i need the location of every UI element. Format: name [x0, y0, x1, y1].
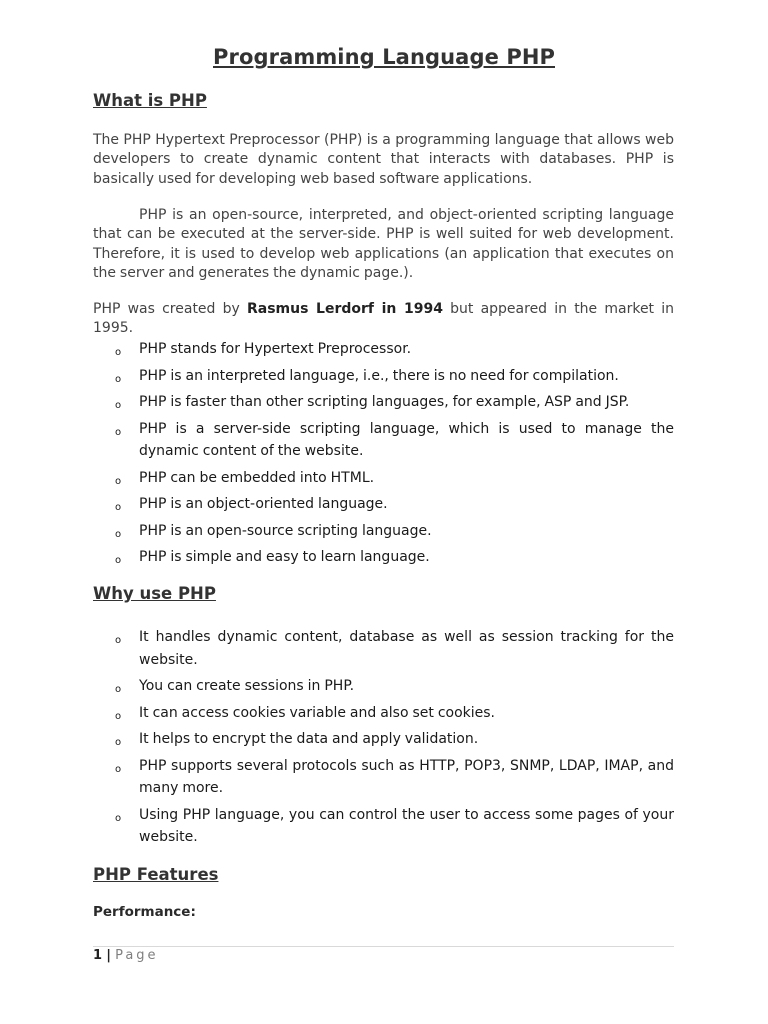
bullet-marker: o — [115, 710, 122, 722]
why-use-php-list — [93, 626, 674, 853]
list-item — [93, 546, 674, 569]
list-item — [93, 728, 674, 751]
page-footer — [93, 948, 159, 963]
list-item-text: PHP is faster than other scripting languages, for example, ASP and JSP. — [139, 394, 630, 410]
paragraph-intro: The PHP Hypertext Preprocessor (PHP) is a programming language that allows web developers to create dynamic content that interacts with databases. PHP is basically used for developing web based software applications. — [93, 132, 674, 187]
list-item-text: It can access cookies variable and also set cookies. — [139, 704, 496, 721]
bullet-marker: o — [115, 737, 122, 748]
list-item — [93, 365, 674, 388]
bullet-marker: o — [115, 635, 122, 646]
list-item — [93, 755, 674, 800]
paragraph-creator — [93, 300, 674, 339]
list-item-text: PHP is a server-side scripting language, which is used to manage the dynamic content of the website. — [139, 420, 674, 459]
bullet-marker: o — [115, 684, 122, 695]
list-item-text: You can create sessions in PHP. — [139, 678, 355, 694]
bullet-marker: o — [115, 475, 122, 487]
creator-text-after: but appeared in the market in 1995. — [93, 301, 674, 337]
list-item-text: PHP stands for Hypertext Preprocessor. — [139, 341, 412, 357]
list-item-text: PHP is an interpreted language, i.e., there is no need for compilation. — [139, 367, 619, 384]
subheading-performance: Performance: — [93, 904, 196, 920]
creator-text-before: PHP was created by — [93, 301, 247, 317]
footer-divider — [93, 946, 674, 947]
list-item — [93, 520, 674, 543]
page-number: 1 — [93, 948, 103, 963]
list-item-text: PHP is an open-source scripting language. — [139, 522, 432, 539]
paragraph-open-source-text: PHP is an open-source, interpreted, and object-oriented scripting language that can be executed at the server-side. PHP is well suited for web development. Therefore, it is used to develop web applications (an application that executes on the server and generates the dynamic page.). — [93, 207, 674, 281]
list-item-text: Using PHP language, you can control the user to access some pages of your website. — [139, 806, 674, 845]
heading-why-use-php: Why use PHP — [93, 584, 216, 603]
list-item-text: PHP is simple and easy to learn language. — [139, 549, 430, 565]
list-item-text: It handles dynamic content, database as well as session tracking for the website. — [139, 629, 674, 668]
bullet-marker: o — [115, 373, 122, 385]
creator-name-bold: Rasmus Lerdorf in 1994 — [246, 301, 443, 317]
bullet-marker: o — [115, 347, 122, 358]
footer-separator: | — [106, 948, 111, 963]
list-item-text: PHP is an object-oriented language. — [139, 496, 388, 512]
bullet-marker: o — [115, 502, 122, 513]
what-is-php-list — [93, 338, 674, 573]
paragraph-open-source — [93, 206, 674, 283]
list-item-text: PHP supports several protocols such as HTTP, POP3, SNMP, LDAP, IMAP, and many more. — [139, 757, 674, 796]
list-item — [93, 804, 674, 849]
list-item-text: It helps to encrypt the data and apply validation. — [139, 731, 479, 747]
list-item — [93, 338, 674, 361]
list-item — [93, 493, 674, 516]
list-item — [93, 467, 674, 490]
bullet-marker: o — [115, 812, 122, 824]
bullet-marker: o — [115, 528, 122, 540]
heading-what-is-php: What is PHP — [93, 91, 207, 110]
list-item — [93, 418, 674, 463]
list-item-text: PHP can be embedded into HTML. — [139, 469, 375, 486]
heading-php-features: PHP Features — [93, 865, 219, 884]
document-title: Programming Language PHP — [213, 45, 555, 69]
bullet-marker: o — [115, 555, 122, 566]
list-item — [93, 391, 674, 414]
list-item — [93, 702, 674, 725]
list-item — [93, 675, 674, 698]
list-item — [93, 626, 674, 671]
page-label: Page — [115, 948, 159, 963]
bullet-marker: o — [115, 763, 122, 775]
bullet-marker: o — [115, 400, 122, 411]
bullet-marker: o — [115, 426, 122, 438]
